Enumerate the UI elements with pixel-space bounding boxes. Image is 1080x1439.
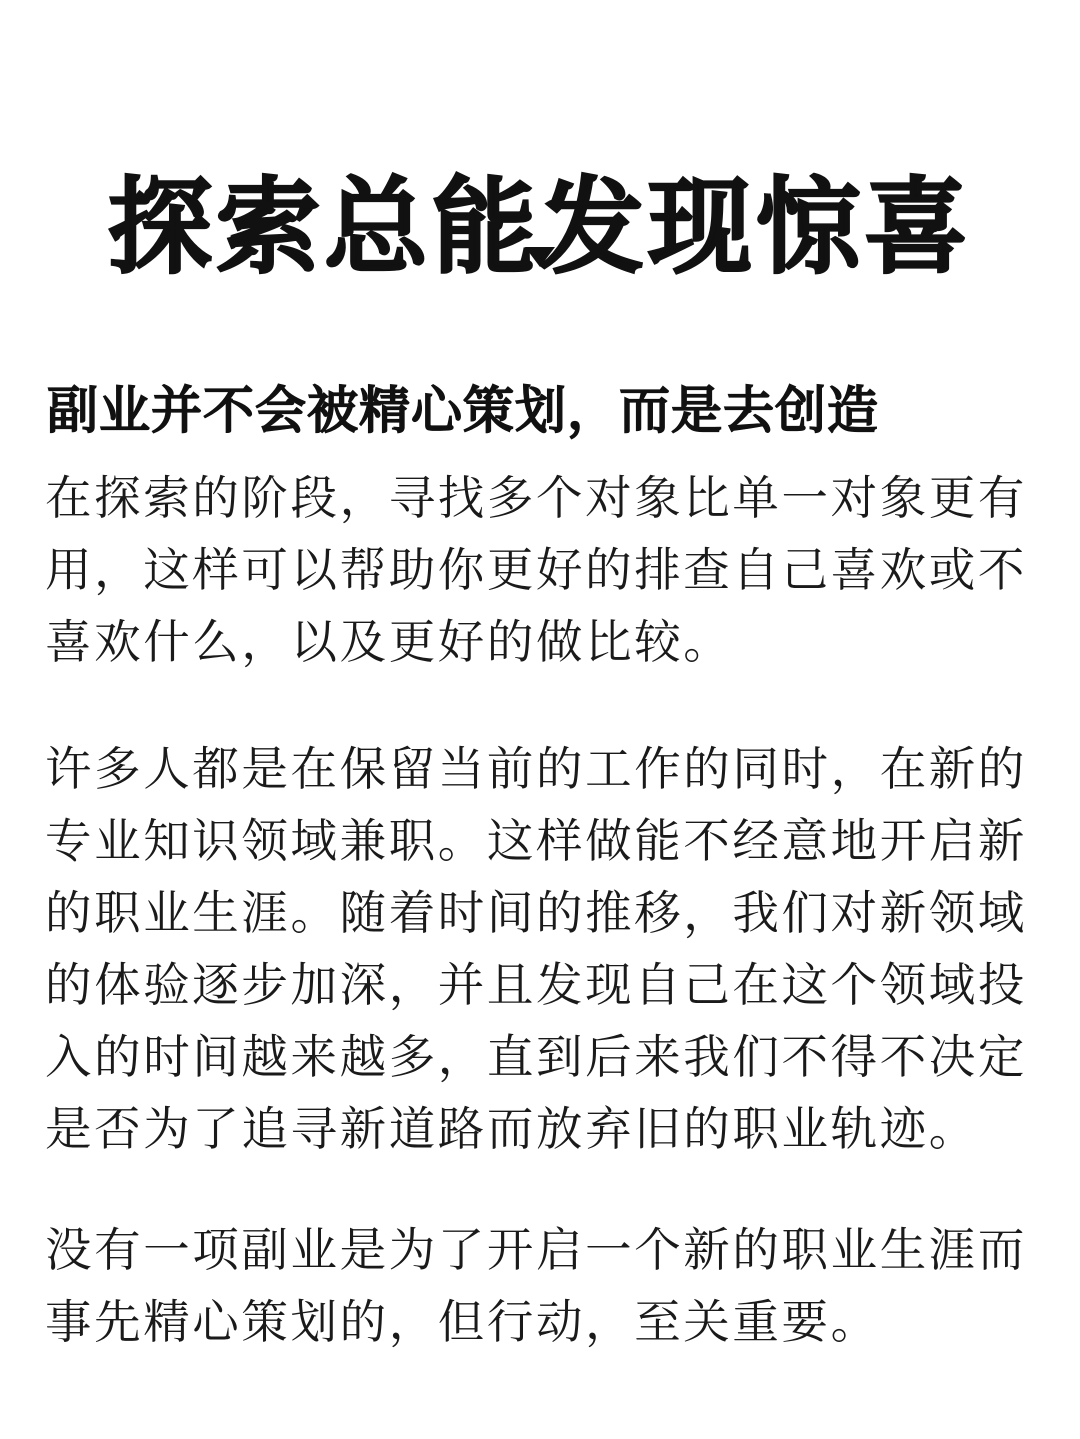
body-paragraph-2: 许多人都是在保留当前的工作的同时，在新的专业知识领域兼职。这样做能不经意地开启新的职业生涯。随着时间的推移，我们对新领域的体验逐步加深，并且发现自己在这个领域投入的时间越来越多，直到后来我们不得不决定是否为了追寻新道路而放弃旧的职业轨迹。 <box>45 742 1027 1156</box>
page-title: 探索总能发现惊喜 <box>107 165 972 288</box>
body-paragraph-3: 没有一项副业是为了开启一个新的职业生涯而事先精心策划的，但行动，至关重要。 <box>45 1223 1027 1349</box>
section-heading: 副业并不会被精心策划，而是去创造 <box>47 382 880 442</box>
body-paragraph-1: 在探索的阶段，寻找多个对象比单一对象更有用，这样可以帮助你更好的排查自己喜欢或不喜欢什么，以及更好的做比较。 <box>45 471 1027 669</box>
triangle-down-icon <box>525 247 555 267</box>
